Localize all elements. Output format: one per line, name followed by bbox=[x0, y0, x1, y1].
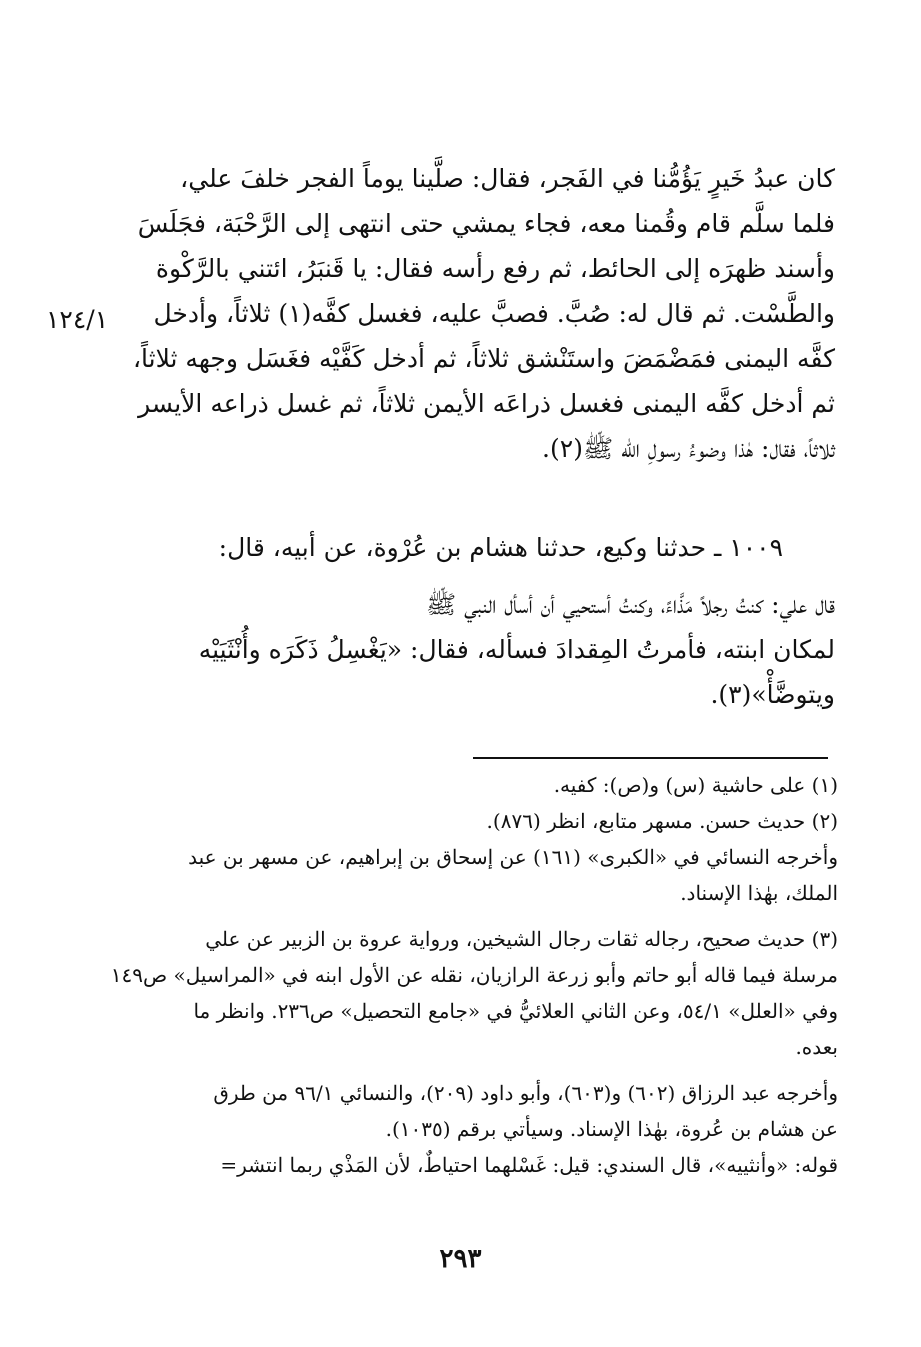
text-line: كفَّه اليمنى فمَضْمَضَ واستَنْشق ثلاثاً، ثم أدخل كَفَّيْه فغَسَل وجهه ثلاثاً، bbox=[132, 344, 835, 373]
main-paragraph-1 bbox=[130, 156, 835, 471]
footnote-line: عن هشام بن عُروة، بهٰذا الإسناد. وسيأتي برقم (١٠٣٥). bbox=[385, 1117, 838, 1141]
text-line: كان عبدُ خَيرٍ يَؤُمُّنا في الفَجر، فقال: صلَّينا يوماً الفجر خلفَ علي، bbox=[180, 164, 835, 193]
hadith-chain-line bbox=[130, 525, 835, 570]
margin-volume-page-reference: ١٢٤/١ bbox=[46, 305, 109, 334]
footnote-line: وأخرجه النسائي في «الكبرى» (١٦١) عن إسحاق بن إبراهيم، عن مسهر بن عبد bbox=[188, 845, 838, 869]
footnotes-section bbox=[110, 767, 838, 1183]
text-line: ثم أدخل كفَّه اليمنى فغسل ذراعَه الأيمن ثلاثاً، ثم غسل ذراعه الأيسر bbox=[138, 389, 835, 418]
text-line: لمكان ابنته، فأمرتُ المِقدادَ فسأله، فقال: «يَغْسِلُ ذَكَرَه وأُنْثَيَيْه bbox=[198, 635, 835, 664]
page-number: ٢٩٣ bbox=[439, 1244, 482, 1274]
footnote-line: بعده. bbox=[795, 1035, 838, 1059]
footnote-line: وفي «العلل» ٥٤/١، وعن الثاني العلائيُّ في «جامع التحصيل» ص٢٣٦. وانظر ما bbox=[193, 999, 838, 1023]
text-line: وأسند ظهرَه إلى الحائط، ثم رفع رأسه فقال: يا قَنبَرُ، ائتني بالرَّكْوة bbox=[155, 254, 835, 283]
text-line: والطَّسْت. ثم قال له: صُبَّ. فصبَّ عليه، فغسل كفَّه(١) ثلاثاً، وأدخل bbox=[153, 299, 835, 328]
footnote-divider bbox=[473, 757, 828, 759]
text-line: ثلاثاً، فقال: هٰذا وضوءُ رسولِ الله ﷺ(٢). bbox=[542, 434, 835, 463]
footnote-line: مرسلة فيما قاله أبو حاتم وأبو زرعة الرازيان، نقله عن الأول ابنه في «المراسيل» ص١٤٩ bbox=[110, 963, 838, 987]
text-line: ويتوضَّأْ»(٣). bbox=[710, 680, 835, 709]
footnote-line: وأخرجه عبد الرزاق (٦٠٢) و(٦٠٣)، وأبو داود (٢٠٩)، والنسائي ٩٦/١ من طرق bbox=[213, 1081, 838, 1105]
footnote-line: (١) على حاشية (س) و(ص): كفيه. bbox=[553, 773, 838, 797]
footnote-line: (٣) حديث صحيح، رجاله ثقات رجال الشيخين، ورواية عروة بن الزبير عن علي bbox=[205, 927, 838, 951]
text-line: قال علي: كنتُ رجلاً مَذَّاءً، وكنتُ أستحيي أن أسأل النبي ﷺ bbox=[425, 590, 835, 619]
footnote-line: الملك، بهٰذا الإسناد. bbox=[680, 881, 838, 905]
footnote-line: (٢) حديث حسن. مسهر متابع، انظر (٨٧٦). bbox=[486, 809, 838, 833]
text-line: ١٠٠٩ ـ حدثنا وكيع، حدثنا هشام بن عُرْوة، عن أبيه، قال: bbox=[218, 533, 783, 562]
text-line: فلما سلَّم قام وقُمنا معه، فجاء يمشي حتى انتهى إلى الرَّحْبَة، فجَلَسَ bbox=[137, 209, 835, 238]
footnote-line: قوله: «وأنثييه»، قال السندي: قيل: غَسْلهما احتياطٌ، لأن المَذْي ربما انتشر= bbox=[220, 1153, 838, 1177]
main-paragraph-3 bbox=[130, 582, 835, 717]
